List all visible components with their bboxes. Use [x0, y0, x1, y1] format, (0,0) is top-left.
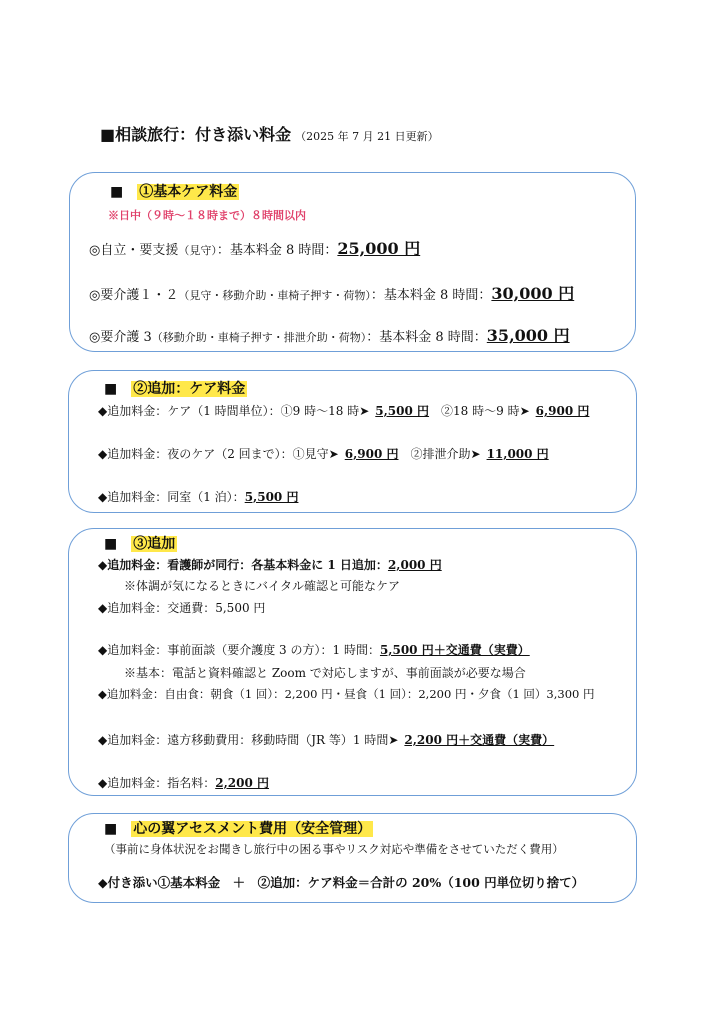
basic-fee-care12: ◎要介護１・２（見守・移動介助・車椅子押す・荷物）：基本料金 8 時間：30,000 円	[89, 284, 575, 303]
extra-meals: ◆追加料金：自由食：朝食（1 回）：2,200 円・昼食（1 回）：2,200 円・夕食（1 回）3,300 円	[98, 687, 595, 701]
basic-fee-care3: ◎要介護 3（移動介助・車椅子押す・排泄介助・荷物）：基本料金 8 時間：35,000 円	[89, 326, 570, 345]
section3-heading: ■ ③追加	[104, 536, 176, 552]
extra-nurse-note: ※体調が気になるときにバイタル確認と可能なケア	[124, 579, 401, 593]
section2-heading: ■ ②追加：ケア料金	[104, 381, 246, 397]
page-title: ■相談旅行：付き添い料金 （2025 年 7 月 21 日更新）	[100, 125, 439, 144]
extra-transport: ◆追加料金：交通費：5,500 円	[98, 601, 266, 615]
basic-fee-independent: ◎自立・要支援（見守）：基本料金 8 時間：25,000 円	[89, 239, 421, 258]
additional-same-room: ◆追加料金：同室（1 泊）：5,500 円	[98, 490, 299, 504]
extra-interview-note: ※基本：電話と資料確認と Zoom で対応しますが、事前面談が必要な場合	[124, 666, 526, 680]
extra-interview: ◆追加料金：事前面談（要介護度 3 の方）：1 時間：5,500 円＋交通費（実費）	[98, 643, 530, 657]
section1-note: ※日中（９時～１８時まで）８時間以内	[108, 209, 306, 222]
assessment-note: （事前に身体状況をお聞きし旅行中の困る事やリスク対応や準備をさせていただく費用）	[104, 842, 564, 856]
updated-date: （2025 年 7 月 21 日更新）	[295, 130, 439, 143]
section4-heading: ■ 心の翼アセスメント費用（安全管理）	[104, 821, 372, 837]
extra-nurse: ◆追加料金：看護師が同行：各基本料金に 1 日追加：2,000 円	[98, 558, 442, 572]
assessment-formula: ◆付き添い①基本料金 ＋ ②追加：ケア料金＝合計の 20%（100 円単位切り捨て）	[98, 875, 585, 890]
section1-heading: ■ ①基本ケア料金	[110, 184, 238, 200]
additional-care-hourly: ◆追加料金：ケア（1 時間単位）：①9 時～18 時➤ 5,500 円 ②18 時～9 時➤ 6,900 円	[98, 404, 590, 418]
extra-nomination: ◆追加料金：指名料：2,200 円	[98, 776, 269, 790]
additional-night-care: ◆追加料金：夜のケア（2 回まで）：①見守➤ 6,900 円 ②排泄介助➤ 11,000 円	[98, 447, 549, 461]
extra-remote-travel: ◆追加料金：遠方移動費用：移動時間（JR 等）1 時間➤ 2,200 円＋交通費（実費）	[98, 733, 555, 747]
